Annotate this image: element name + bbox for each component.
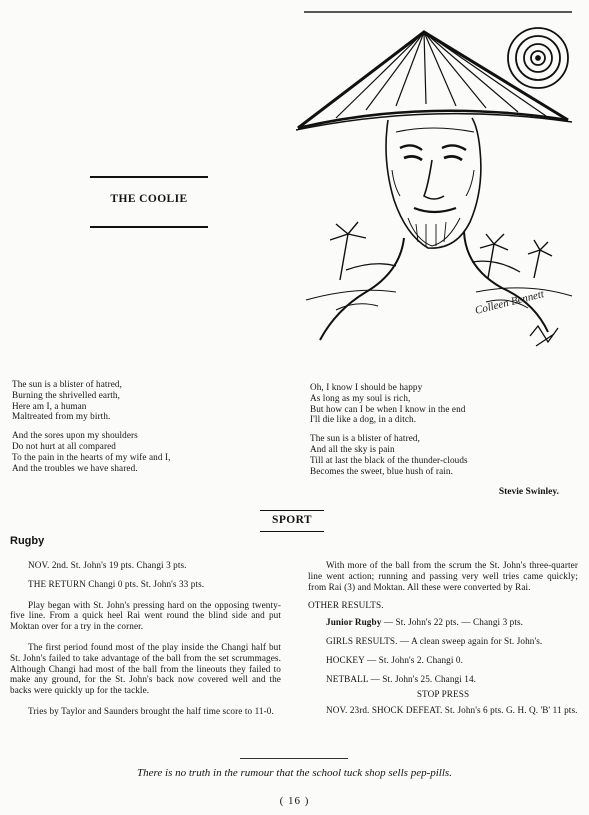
poem-right-column: [310, 382, 580, 484]
stop-press-text: NOV. 23rd. SHOCK DEFEAT. St. John's 6 pts. G. H. Q. 'B' 11 pts.: [326, 705, 578, 716]
coolie-illustration: [296, 10, 576, 362]
poem-author: Stevie Swinley.: [498, 487, 559, 497]
result-item: [308, 636, 578, 647]
poem-line: Here am I, a human: [12, 400, 87, 411]
poem-line: The sun is a blister of hatred,: [12, 379, 123, 389]
poem-title: THE COOLIE: [110, 193, 188, 205]
stanza: [12, 430, 282, 473]
illustration-signature: Colleen Bennett: [473, 288, 546, 317]
rugby-subheading: Rugby: [10, 535, 45, 547]
sport-paragraph: THE RETURN Changi 0 pts. St. John's 33 pts.: [28, 578, 205, 589]
other-results-heading: OTHER RESULTS.: [308, 600, 384, 611]
poem-line: And all the sky is pain: [310, 443, 395, 454]
sport-rule-top: [260, 510, 324, 511]
result-text: — St. John's 25. Changi 14.: [368, 673, 477, 684]
title-rule-top: [90, 176, 208, 178]
result-text: — A clean sweep again for St. John's.: [397, 635, 543, 646]
stanza: [12, 379, 282, 422]
stanza: [310, 382, 580, 425]
poem-line: Maltreated from my birth.: [12, 411, 111, 422]
result-item: [308, 617, 578, 628]
sport-paragraph: With more of the ball from the scrum the St. John's three-quarter line went action; running and passing very well tries came quickly; from Rai (3) and Moktan. All these were converted by Rai.: [308, 560, 578, 592]
page-number: ( 16 ): [279, 795, 310, 807]
stanza: [310, 433, 580, 476]
result-label: Junior Rugby: [326, 617, 382, 628]
result-text: — St. John's 2. Changi 0.: [364, 654, 463, 665]
poem-left-column: [12, 379, 282, 481]
poem-line: Burning the shrivelled earth,: [12, 389, 121, 400]
sport-paragraph: NOV. 2nd. St. John's 19 pts. Changi 3 pts.: [28, 560, 187, 570]
poem-line: As long as my soul is rich,: [310, 392, 411, 403]
sport-heading: SPORT: [272, 514, 312, 526]
sport-right-column: [308, 560, 578, 724]
footer-rule: [240, 758, 348, 759]
result-label: HOCKEY: [326, 654, 365, 665]
result-text: — St. John's 22 pts. — Changi 3 pts.: [381, 617, 524, 628]
spiral-sun-icon: [508, 28, 568, 88]
result-label: GIRLS RESULTS.: [326, 635, 398, 646]
sport-paragraph: The first period found most of the play inside the Changi half but St. John's failed to take advantage of the ball from the set scrummages. Although Changi had most of the ball from the lineouts they failed to make any ground, for the St. John's back now covered well and the backs were quickly up for the tackle.: [10, 641, 281, 696]
poem-line: Do not hurt at all compared: [12, 440, 116, 451]
sport-paragraph: Play began with St. John's pressing hard on the opposing twenty-five line. From a quick heel Rai went round the blind side and put Moktan over for a try in the corner.: [10, 599, 281, 632]
poem-line: Becomes the sweet, blue hush of rain.: [310, 465, 454, 476]
result-item: [308, 674, 578, 685]
poem-line: Oh, I know I should be happy: [310, 382, 423, 392]
result-label: NETBALL: [326, 673, 369, 684]
stop-press-heading: STOP PRESS: [416, 689, 470, 700]
poem-line: And the troubles we have shared.: [12, 462, 138, 473]
title-rule-bottom: [90, 226, 208, 228]
old-man-face-icon: [386, 118, 481, 248]
sport-left-column: [10, 560, 281, 725]
poem-line: But how can I be when I know in the end: [310, 403, 466, 414]
poem-line: To the pain in the hearts of my wife and I,: [12, 451, 171, 462]
result-item: [308, 655, 578, 666]
palm-tree-icon: [306, 222, 572, 300]
poem-line: And the sores upon my shoulders: [12, 430, 138, 441]
sport-rule-bottom: [260, 531, 324, 532]
poem-line: I'll die like a dog, in a ditch.: [310, 414, 417, 425]
monogram-icon: [530, 326, 558, 346]
sport-paragraph: Tries by Taylor and Saunders brought the half time score to 11-0.: [28, 705, 274, 716]
poem-line: The sun is a blister of hatred,: [310, 433, 421, 444]
poem-line: Till at last the black of the thunder-clouds: [310, 454, 468, 465]
rumour-note: There is no truth in the rumour that the school tuck shop sells pep-pills.: [137, 767, 452, 779]
